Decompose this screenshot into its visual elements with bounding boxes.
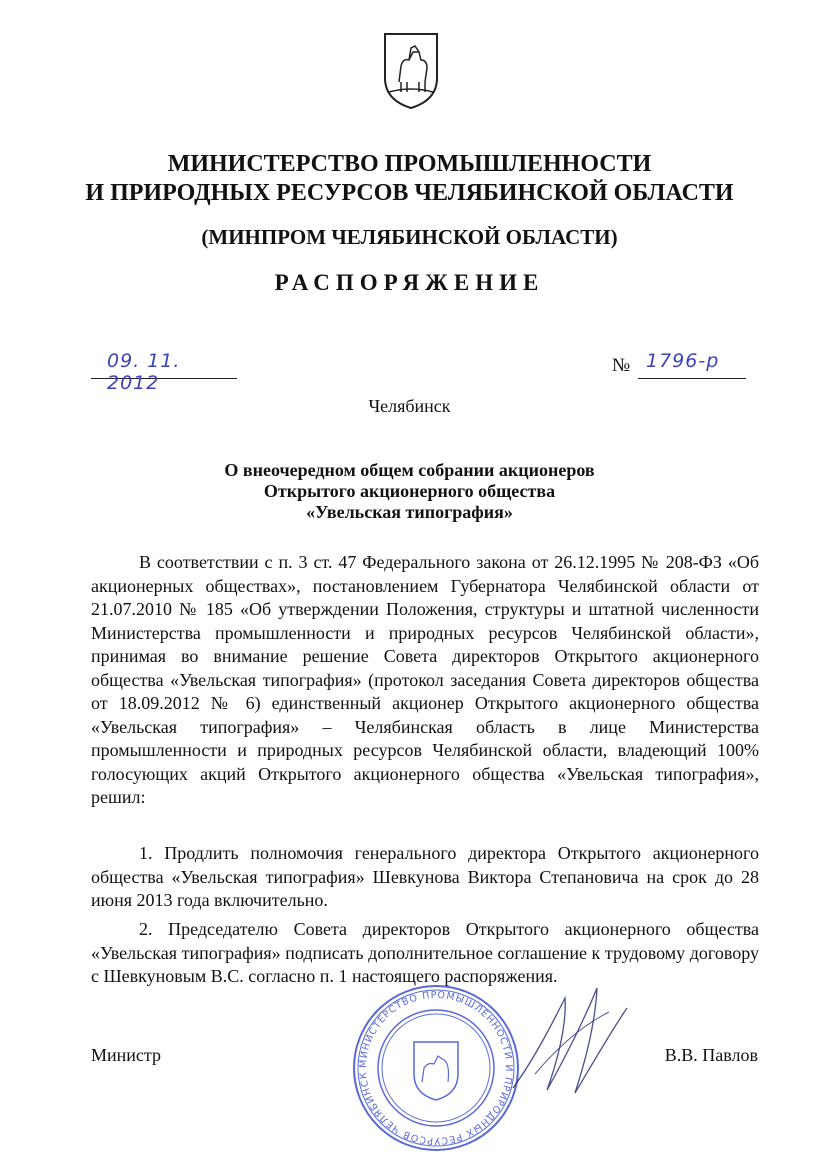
body-paragraph-1: В соответствии с п. 3 ст. 47 Федерального закона от 26.12.1995 № 208-ФЗ «Об акционерных обществах», постановлением Губернатора Челябинской области от 21.07.2010 № 185 «Об утверждении Положения, структуры и штатной численности Министерства промышленности и природных ресурсов Челябинской области», принимая во внимание решение Совета директоров Открытого акционерного общества «Увельская типография» (протокол заседания Совета директоров общества от 18.09.2012 № 6) единственный акционер Открытого акционерного общества «Увельская типография» – Челябинская область в лице Министерства промышленности и природных ресурсов Челябинской области, владеющий 100% голосующих акций Открытого акционерного общества «Увельская типография», решил: [91,552,759,807]
ministry-name [0,150,819,208]
seal-text: МИНИСТЕРСТВО ПРОМЫШЛЕННОСТИ И ПРИРОДНЫХ РЕСУРСОВ ЧЕЛЯБИНСК [357,989,515,1147]
subject-line-2: Открытого акционерного общества [263,481,556,501]
chelyabinsk-coat-of-arms-icon [381,30,441,110]
signatory-name: В.В. Павлов [664,1045,758,1065]
subject-line-3: «Увельская типография» [306,502,513,522]
number-field [638,352,746,379]
ministry-line-2: И ПРИРОДНЫХ РЕСУРСОВ ЧЕЛЯБИНСКОЙ ОБЛАСТИ [85,180,734,206]
city: Челябинск [368,396,451,416]
document-type: РАСПОРЯЖЕНИЕ [274,270,545,295]
date-field [91,350,237,394]
ministry-line-1: МИНИСТЕРСТВО ПРОМЫШЛЕННОСТИ [167,151,652,177]
body-paragraph-3: 2. Председателю Совета директоров Открытого акционерного общества «Увельская типография» подписать дополнительное соглашение к трудовому договору с Шевкуновым В.С. согласно п. 1 настоящего распоряжения. [91,919,759,986]
number-value: 1796-р [646,350,720,372]
handwritten-signature-icon [505,978,635,1098]
date-value: 09. 11. 2012 [107,350,181,394]
official-seal-icon [350,982,522,1154]
document-subject [0,460,819,523]
ministry-short-name: (МИНПРОМ ЧЕЛЯБИНСКОЙ ОБЛАСТИ) [201,225,618,249]
subject-line-1: О внеочередном общем собрании акционеров [224,460,595,480]
number-sign: № [612,355,631,376]
body-paragraph-2: 1. Продлить полномочия генерального директора Открытого акционерного общества «Увельская типография» Шевкунова Виктора Степановича на срок до 28 июня 2013 года включительно. [91,843,759,910]
signatory-title: Министр [91,1045,161,1065]
